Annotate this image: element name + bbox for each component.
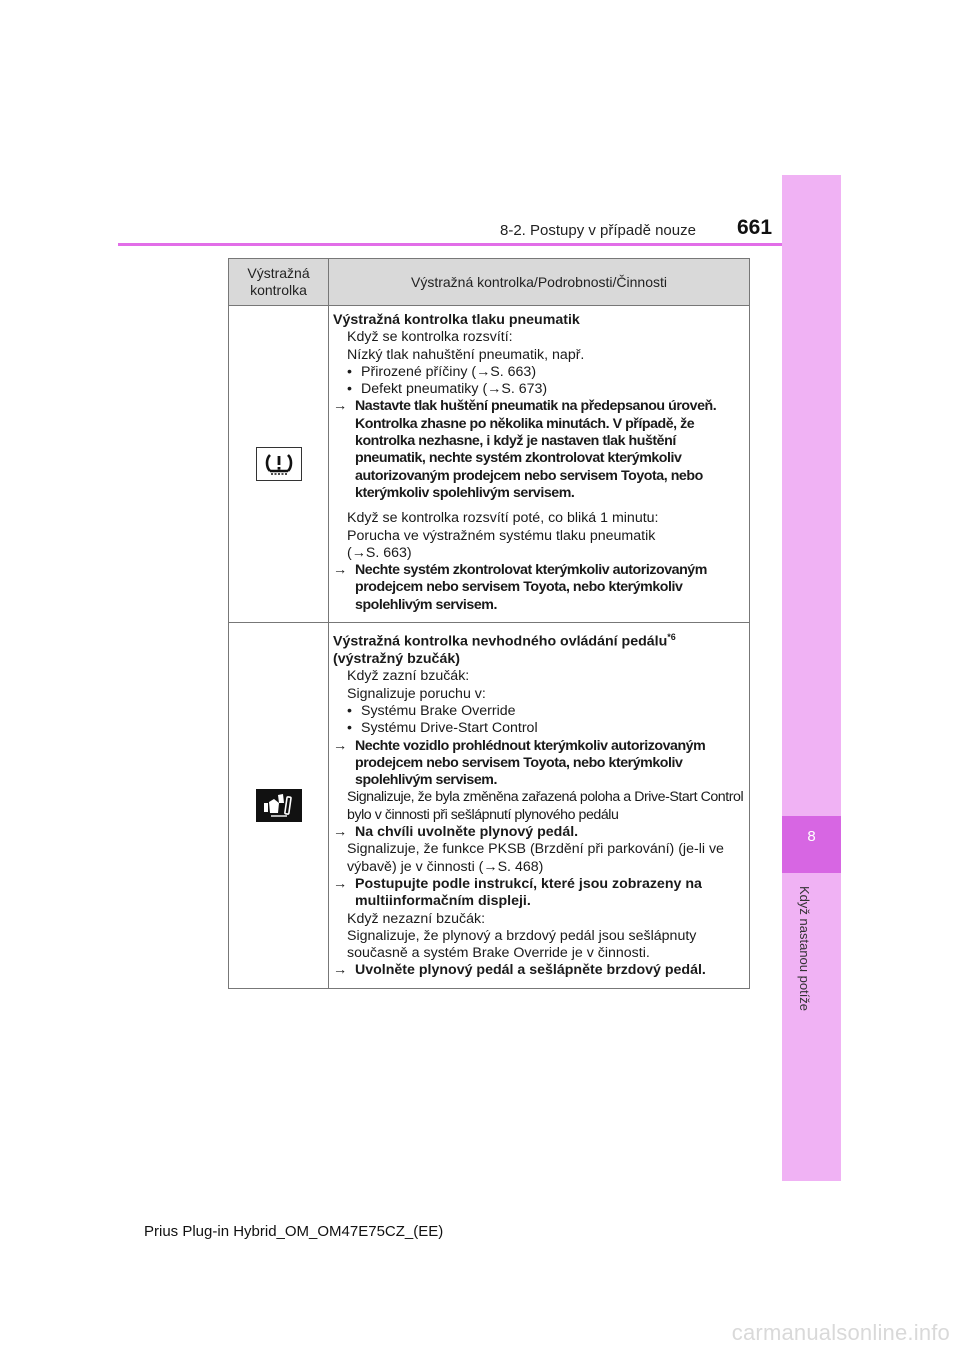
- text-line: Signalizuje poruchu v:: [347, 685, 486, 702]
- text-line: Porucha ve výstražném systému tlaku pneumatik: [347, 527, 656, 544]
- bullet-text: Systému Drive-Start Control: [361, 720, 538, 737]
- text-line: (→S. 663): [347, 544, 412, 561]
- row-title: Výstražná kontrolka tlaku pneumatik: [333, 312, 580, 328]
- text-line: Signalizuje, že plynový a brzdový pedál jsou sešlápnuty současně a systém Brake Override je v činnosti.: [347, 927, 697, 962]
- arrow-glyph: →: [333, 562, 348, 579]
- action-text: Uvolněte plynový pedál a sešlápněte brzdový pedál.: [355, 962, 706, 979]
- arrow-glyph: →: [333, 398, 348, 415]
- section-title: 8-2. Postupy v případě nouze: [500, 222, 696, 239]
- action-item: [333, 738, 745, 790]
- bullet-item: [333, 703, 745, 720]
- action-item: [333, 962, 745, 979]
- text-line: Když zazní bzučák:: [347, 668, 470, 685]
- icon-cell: [229, 306, 329, 623]
- table-row: [229, 623, 750, 989]
- bullet-item: [333, 720, 745, 737]
- text-line: Nízký tlak nahuštění pneumatik, např.: [347, 346, 585, 363]
- tire-pressure-warning-icon: [256, 447, 302, 481]
- bullet-glyph: •: [347, 363, 352, 380]
- action-item: [333, 562, 745, 614]
- text-line: Signalizuje, že byla změněna zařazená poloha a Drive-Start Control bylo v činnosti při sešlápnutí plynového pedálu: [347, 789, 744, 823]
- arrow-glyph: →: [333, 824, 348, 841]
- arrow-glyph: →: [333, 737, 348, 754]
- row-title: [333, 629, 745, 651]
- footnote-marker: *6: [667, 632, 676, 643]
- action-text: Na chvíli uvolněte plynový pedál.: [355, 824, 579, 841]
- table-row: [229, 306, 750, 623]
- action-item: [333, 398, 745, 502]
- bullet-glyph: •: [347, 702, 352, 719]
- details-cell: [329, 306, 750, 623]
- text-line: Když se kontrolka rozsvítí poté, co bliká 1 minutu:: [347, 510, 659, 527]
- row-title-sub: (výstražný bzučák): [333, 651, 460, 668]
- table-header-row: [229, 259, 750, 306]
- col-header-light: Výstražná kontrolka: [229, 259, 329, 306]
- warning-table: [228, 258, 750, 989]
- chapter-number: 8: [807, 828, 816, 845]
- bullet-text: Defekt pneumatiky (→S. 673): [361, 381, 548, 398]
- arrow-glyph: →: [333, 875, 348, 892]
- text-line: Když se kontrolka rozsvítí:: [347, 329, 513, 346]
- action-text: Nastavte tlak huštění pneumatik na předepsanou úroveň. Kontrolka zhasne po několika minutách. V případě, že kontrolka nezhasne, i když je nastaven tlak huštění pneumatik, nechte systém zkontrolovat kterýmkoliv autorizovaným prodejcem nebo servisem Toyota, nebo kterýmkoliv spolehlivým servisem.: [355, 398, 717, 501]
- row-title-text: Výstražná kontrolka nevhodného ovládání pedálu: [333, 633, 668, 650]
- bullet-text: Přirozené příčiny (→S. 663): [361, 363, 537, 380]
- text-line: Když nezazní bzučák:: [347, 910, 486, 927]
- chapter-side-tab: [782, 175, 841, 1181]
- header-rule: [118, 243, 782, 246]
- action-text: Postupujte podle instrukcí, které jsou zobrazeny na multiinformačním displeji.: [355, 875, 702, 910]
- chapter-label: Když nastanou potíže: [797, 886, 812, 1012]
- arrow-glyph: →: [333, 962, 348, 979]
- bullet-item: [333, 364, 745, 381]
- action-text: Nechte systém zkontrolovat kterýmkoliv autorizovaným prodejcem nebo servisem Toyota, nebo kterýmkoliv spolehlivým servisem.: [355, 562, 707, 613]
- watermark: carmanualsonline.info: [731, 1320, 950, 1345]
- bullet-glyph: •: [347, 720, 352, 737]
- page-number: 661: [737, 216, 773, 239]
- pedal-operation-warning-icon: [256, 789, 302, 822]
- footer-doc-id: Prius Plug-in Hybrid_OM_OM47E75CZ_(EE): [144, 1223, 444, 1240]
- text-line: Signalizuje, že funkce PKSB (Brzdění při parkování) (je-li ve výbavě) je v činnosti (→S. 468): [347, 841, 724, 875]
- details-cell: [329, 623, 750, 989]
- action-text: Nechte vozidlo prohlédnout kterýmkoliv autorizovaným prodejcem nebo servisem Toyota, nebo kterýmkoliv spolehlivým servisem.: [355, 737, 706, 789]
- bullet-text: Systému Brake Override: [361, 702, 516, 719]
- icon-cell: [229, 623, 329, 989]
- bullet-glyph: •: [347, 381, 352, 398]
- col-header-details: Výstražná kontrolka/Podrobnosti/Činnosti: [329, 259, 750, 306]
- bullet-item: [333, 381, 745, 398]
- action-item: [333, 876, 745, 911]
- action-item: [333, 824, 745, 841]
